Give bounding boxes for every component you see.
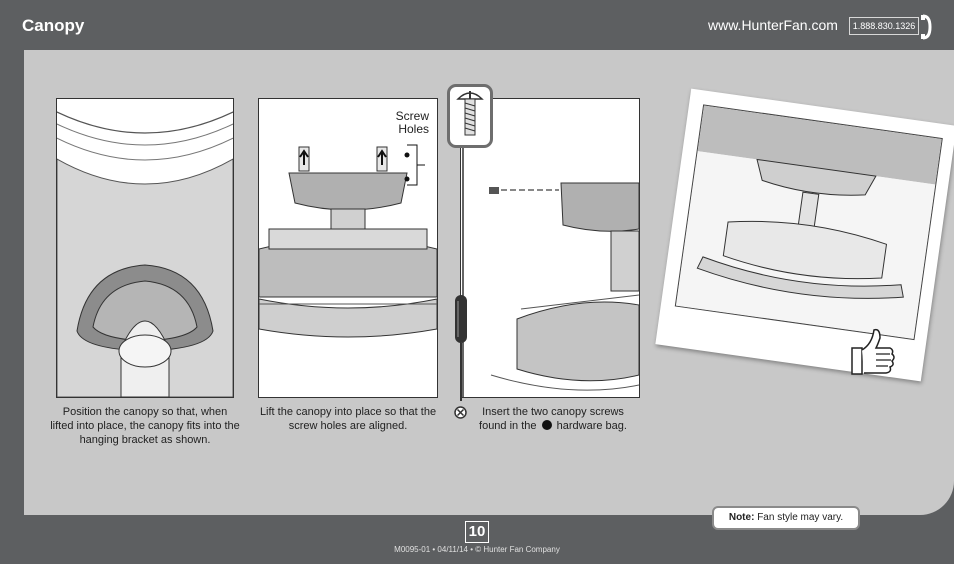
installed-fan-drawing bbox=[676, 106, 942, 339]
website-link[interactable]: www.HunterFan.com bbox=[708, 17, 838, 33]
screw-icon bbox=[450, 87, 490, 145]
screw-callout bbox=[447, 84, 493, 148]
step1-illustration bbox=[56, 98, 234, 398]
phone-icon bbox=[920, 14, 932, 40]
step3-caption bbox=[468, 405, 638, 433]
bag-bullet-icon bbox=[542, 420, 552, 430]
screwdriver-icon bbox=[452, 295, 470, 405]
canopy-lift-drawing bbox=[259, 99, 437, 397]
step3-caption-part2: hardware bag. bbox=[556, 420, 627, 432]
footer-doc-info: M0095-01 • 04/11/14 • © Hunter Fan Company bbox=[394, 545, 560, 554]
fan-photo-polaroid bbox=[655, 89, 954, 382]
screw-holes-label: Screw Holes bbox=[395, 109, 429, 136]
screw-symbol-icon bbox=[454, 406, 467, 419]
note-label: Note: bbox=[728, 512, 755, 523]
phone-number: 1.888.830.1326 bbox=[849, 17, 919, 35]
thumbs-up-icon bbox=[846, 324, 898, 378]
fan-photo bbox=[675, 104, 943, 340]
note-text: Fan style may vary. bbox=[757, 512, 844, 523]
canopy-bracket-drawing bbox=[57, 99, 233, 397]
page-number: 10 bbox=[465, 521, 489, 543]
page-title: Canopy bbox=[22, 16, 85, 35]
step2-caption: Lift the canopy into place so that the screw holes are aligned. bbox=[259, 406, 437, 432]
note-box bbox=[712, 506, 860, 530]
step1-caption: Position the canopy so that, when lifted into place, the canopy fits into the hanging bracket as shown. bbox=[50, 406, 240, 446]
step3-caption-part1: Insert the two canopy screws found in the bbox=[479, 406, 624, 432]
step2-illustration bbox=[258, 98, 438, 398]
